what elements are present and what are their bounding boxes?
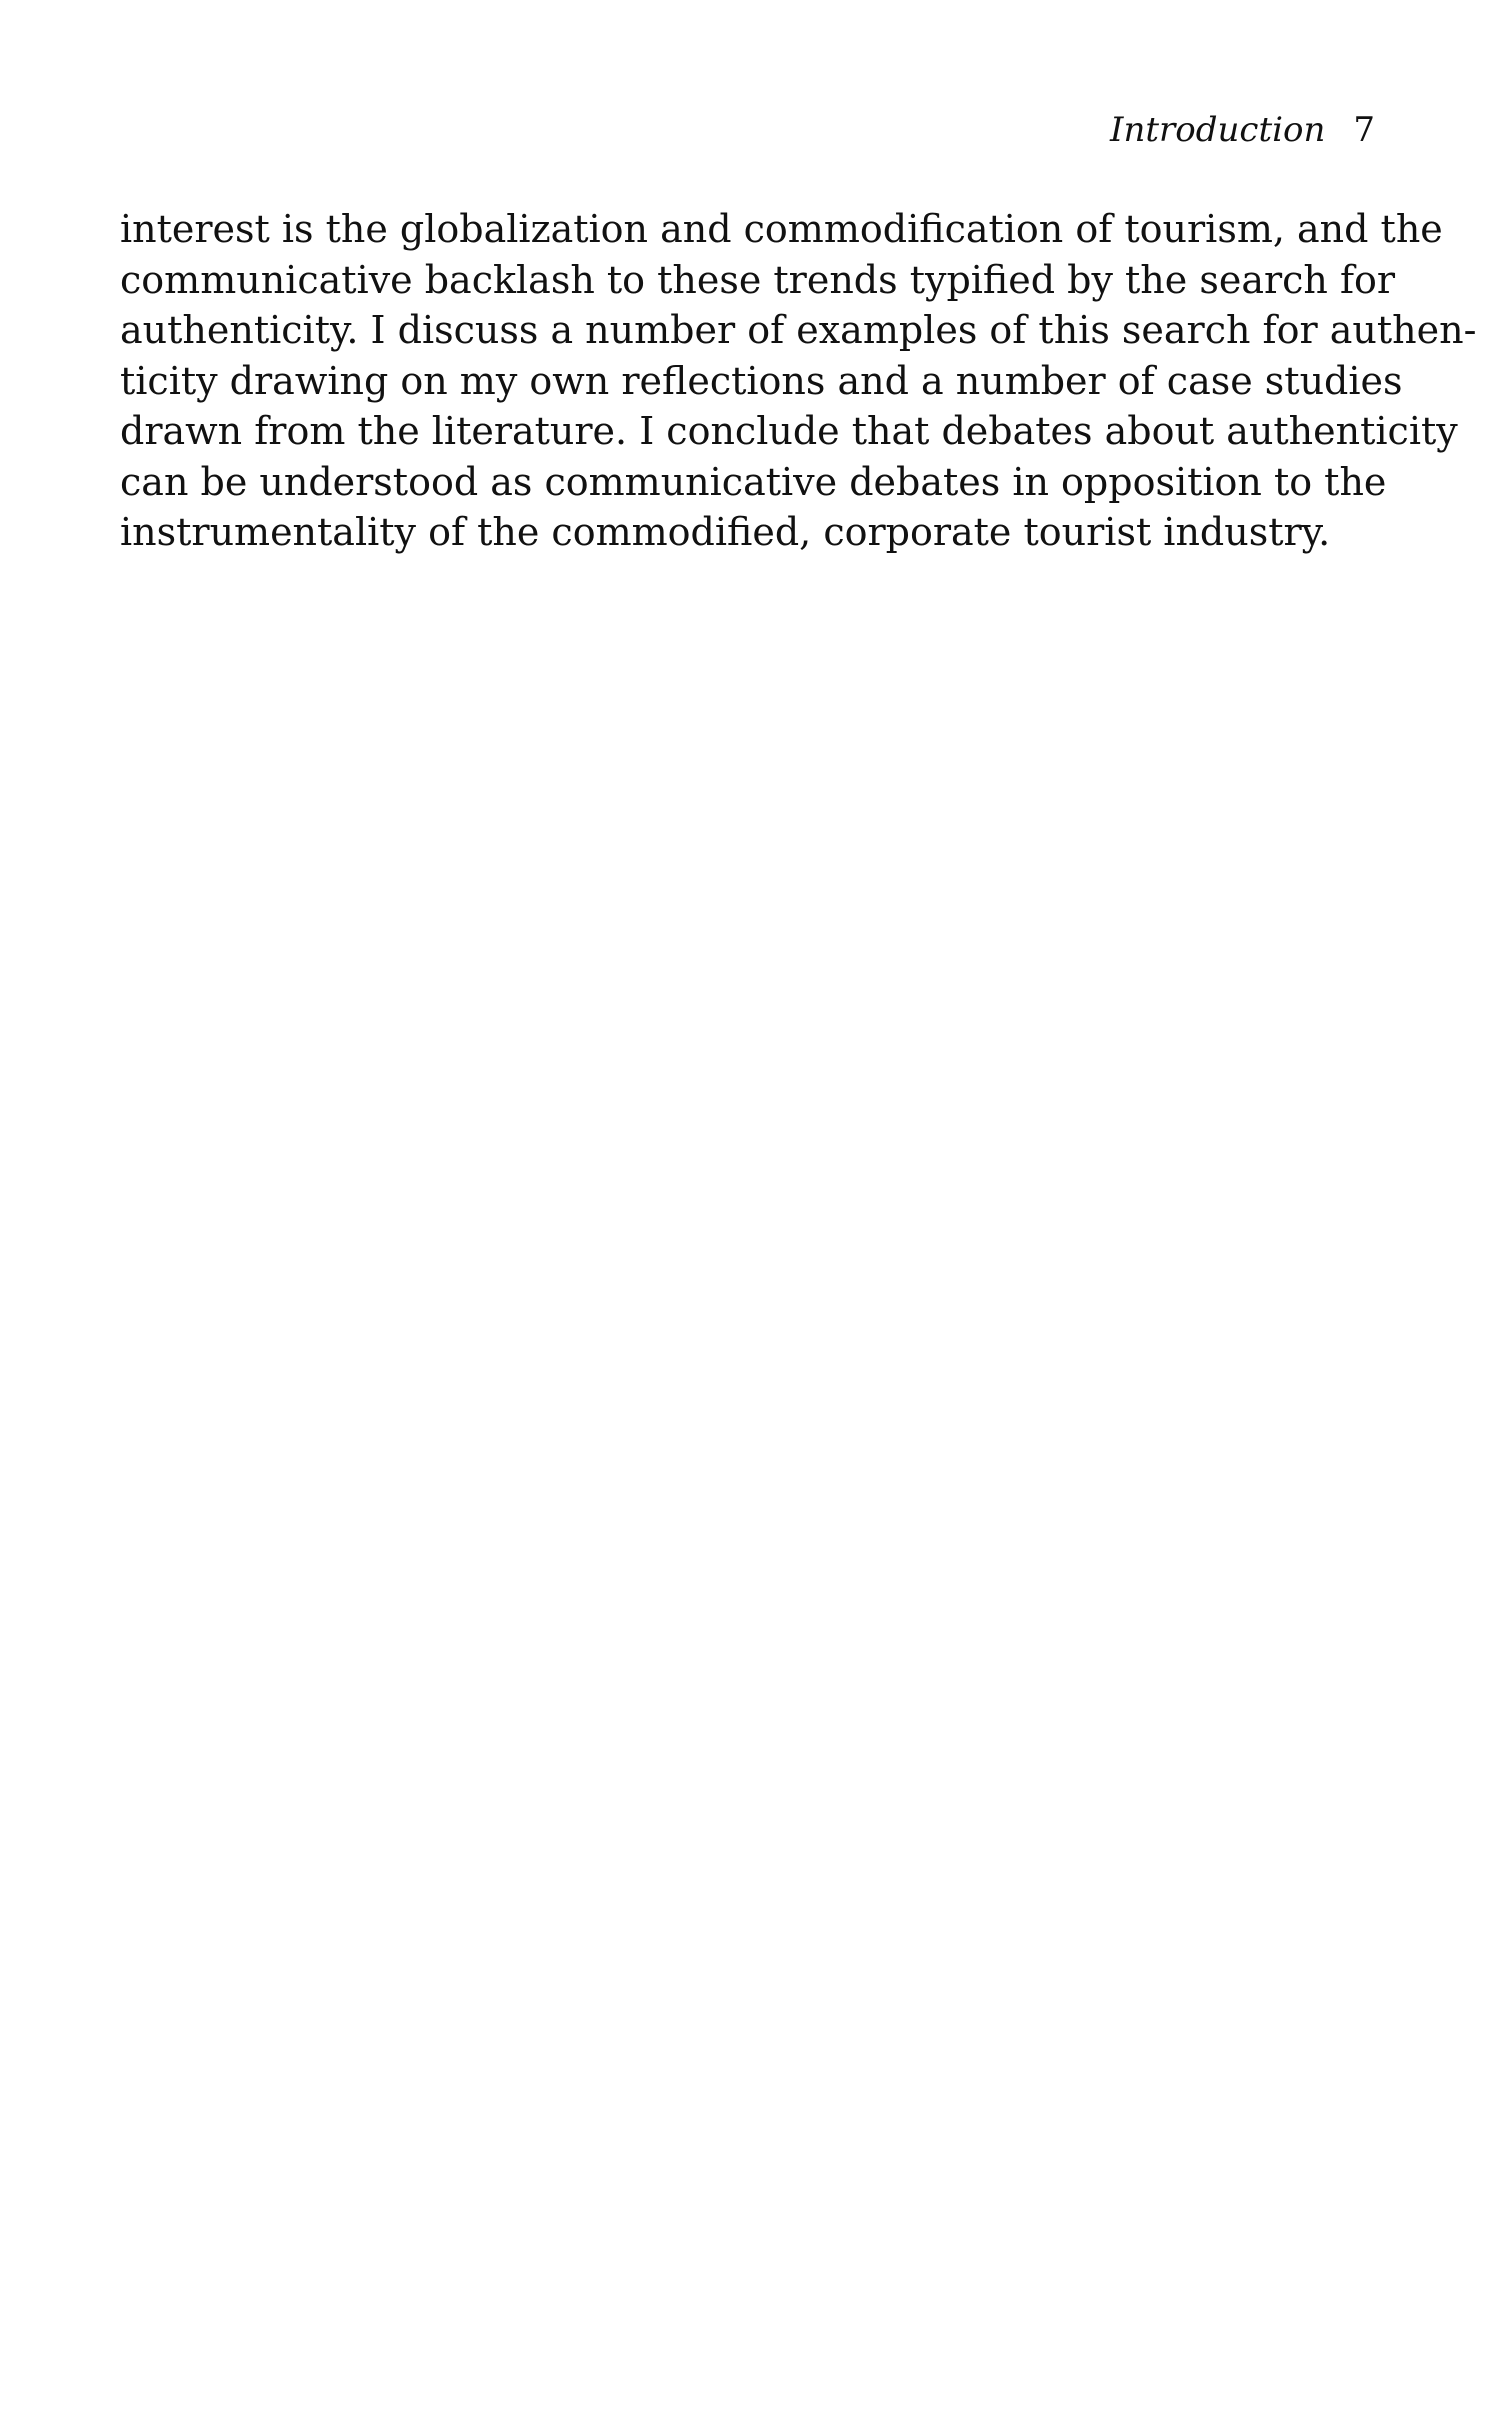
body-paragraph: [120, 204, 1477, 558]
paragraph-line: instrumentality of the commodified, corporate tourist industry.: [120, 510, 1331, 554]
running-head-section-title: Introduction: [1110, 110, 1326, 150]
paragraph-line: interest is the globalization and commodification of tourism, and the: [120, 207, 1443, 251]
running-head: [120, 106, 1375, 154]
paragraph-line: drawn from the literature. I conclude that debates about authenticity: [120, 409, 1458, 453]
paragraph-line: communicative backlash to these trends typified by the search for: [120, 257, 1396, 302]
paragraph-line: can be understood as communicative debates in opposition to the: [120, 459, 1387, 504]
paragraph-line: authenticity. I discuss a number of examples of this search for authen-: [120, 308, 1477, 352]
page-number: 7: [1353, 110, 1375, 150]
paragraph-line: ticity drawing on my own reflections and a number of case studies: [120, 358, 1403, 403]
